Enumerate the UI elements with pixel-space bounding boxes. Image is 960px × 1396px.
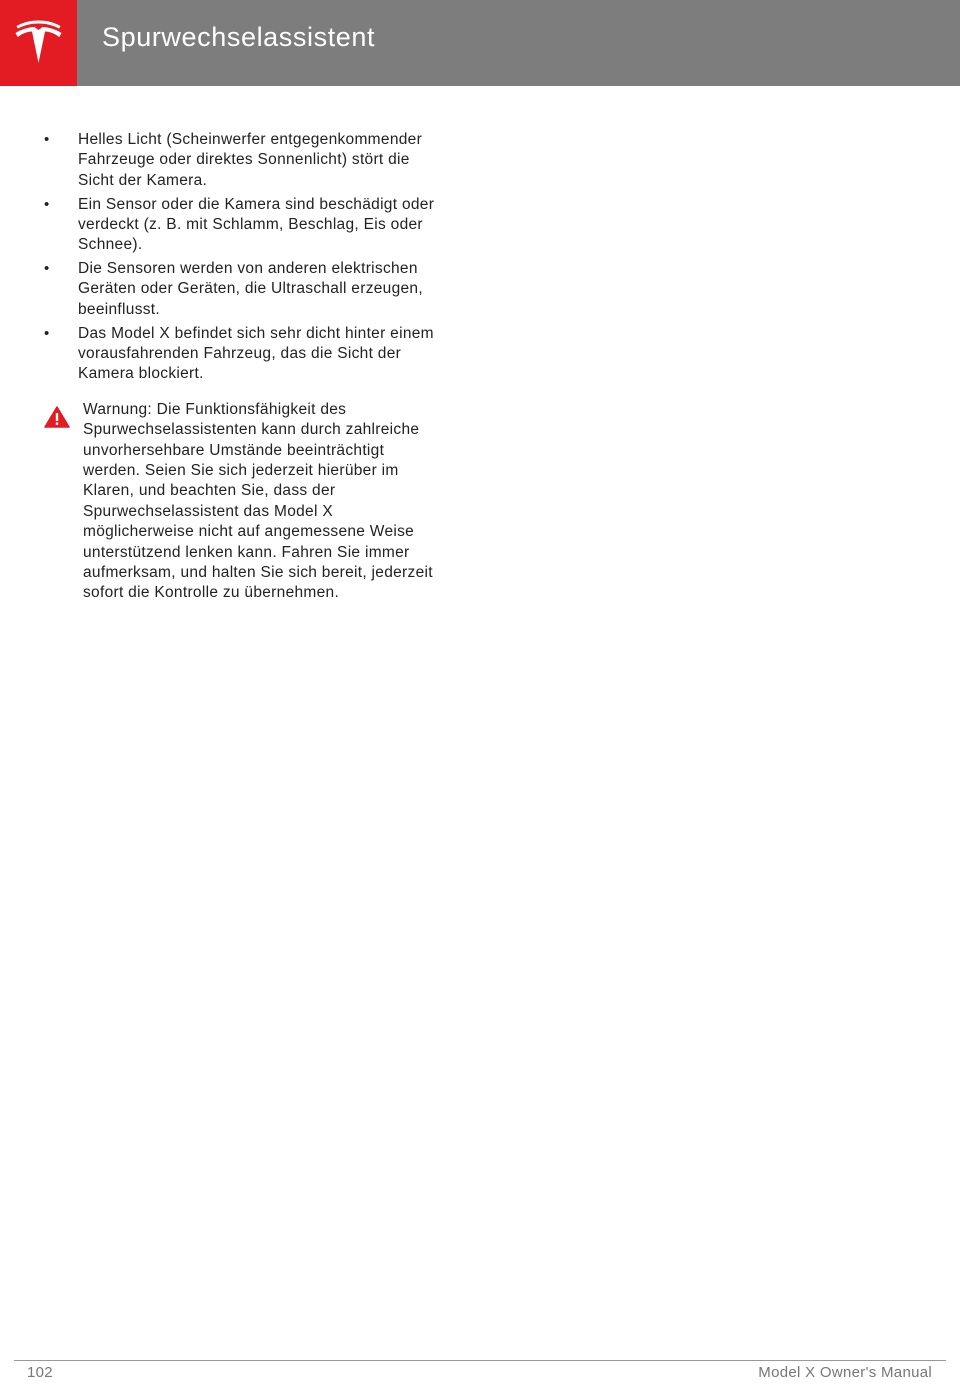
logo-box (0, 0, 77, 86)
footer-divider (14, 1360, 946, 1361)
page-title: Spurwechselassistent (102, 22, 376, 52)
main-content (40, 130, 440, 604)
page-header (0, 0, 960, 86)
bullet-marker: • (44, 260, 50, 278)
list-item-text: Ein Sensor oder die Kamera sind beschädigt oder verdeckt (z. B. mit Schlamm, Beschlag, Eis oder Schnee). (78, 195, 435, 254)
list-item-text: Helles Licht (Scheinwerfer entgegenkommender Fahrzeuge oder direktes Sonnenlicht) stört die Sicht der Kamera. (78, 131, 423, 189)
list-item (40, 195, 440, 256)
warning-block (40, 400, 443, 604)
bullet-marker: • (44, 324, 50, 342)
tesla-logo-icon (12, 16, 65, 66)
bullet-marker: • (44, 131, 50, 148)
list-item (40, 130, 440, 191)
warning-triangle-icon (44, 406, 70, 428)
bullet-marker: • (44, 195, 50, 213)
list-item-text: Die Sensoren werden von anderen elektrischen Geräten oder Geräten, die Ultraschall erzeugen, beeinflusst. (78, 260, 423, 318)
list-item (40, 324, 440, 385)
page-number: 102 (27, 1364, 53, 1381)
manual-title: Model X Owner's Manual (758, 1364, 932, 1381)
bullet-list (40, 130, 440, 385)
warning-text: Warnung: Die Funktionsfähigkeit des Spurwechselassistenten kann durch zahlreiche unvorhersehbare Umstände beeinträchtigt werden. Seien Sie sich jederzeit hierüber im Klaren, und beachten Sie, dass der Spurwechselassistent das Model X möglicherweise nicht auf angemessene Weise unterstützend lenken kann. Fahren Sie immer aufmerksam, und halten Sie sich bereit, jederzeit sofort die Kontrolle zu übernehmen. (83, 400, 433, 602)
list-item-text: Das Model X befindet sich sehr dicht hinter einem vorausfahrenden Fahrzeug, das die Sicht der Kamera blockiert. (78, 324, 434, 383)
list-item (40, 259, 440, 320)
